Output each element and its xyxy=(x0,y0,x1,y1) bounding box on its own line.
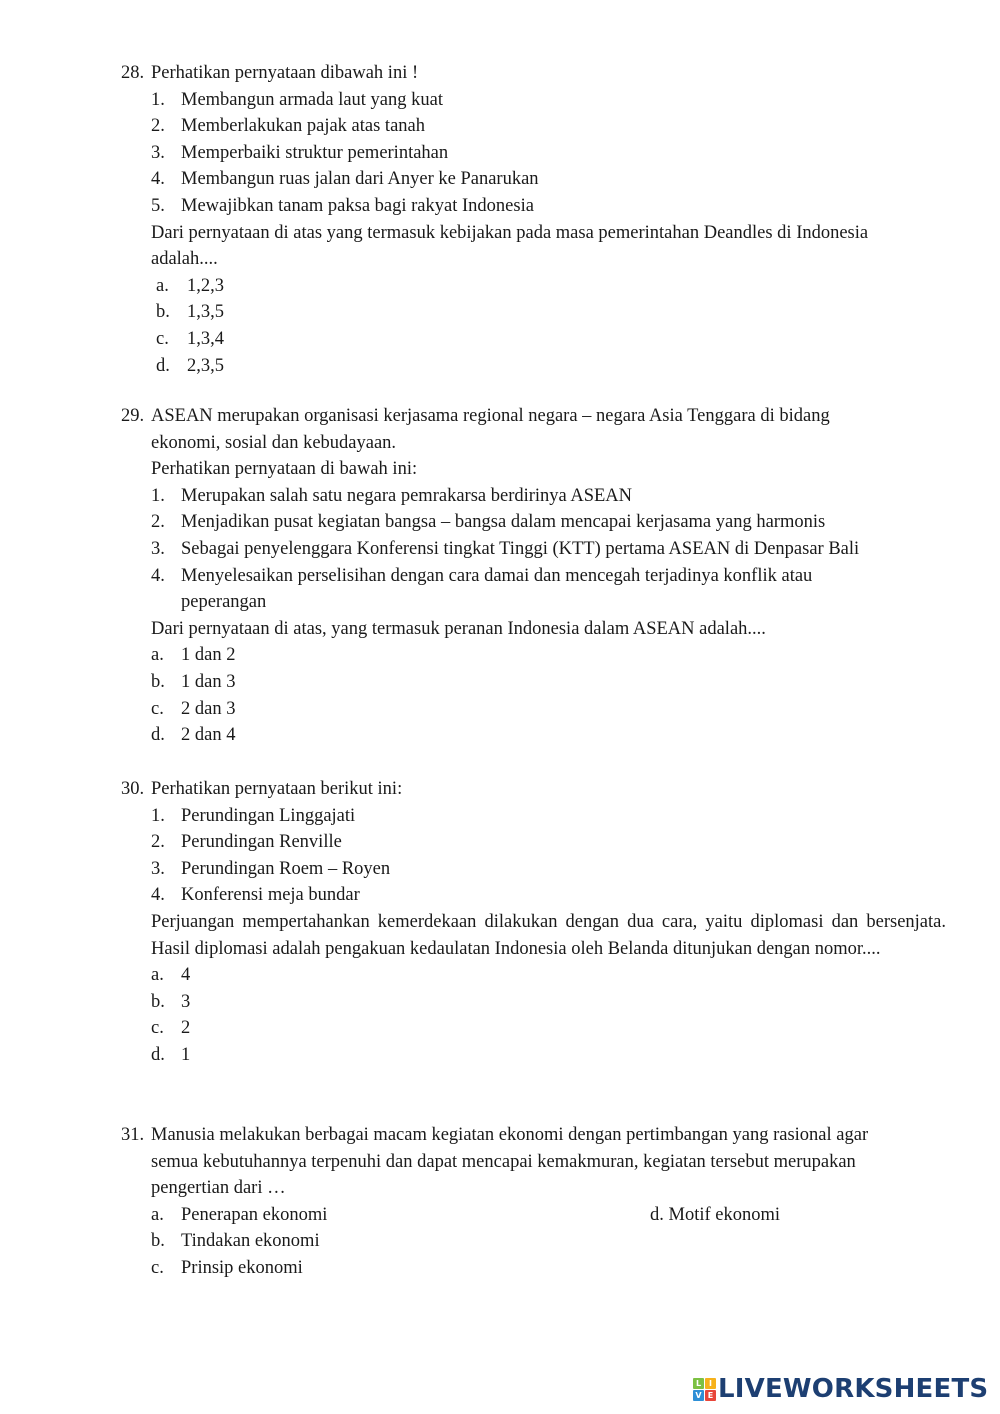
question-text-cont: semua kebutuhannya terpenuhi dan dapat mencapai kemakmuran, kegiatan tersebut merupakan xyxy=(151,1151,856,1172)
logo-tile-i: I xyxy=(705,1378,716,1389)
answer-option-b[interactable]: b. 3 xyxy=(151,991,191,1012)
statement-item: 1. Membangun armada laut yang kuat xyxy=(151,89,443,110)
statement-item: 3. Perundingan Roem – Royen xyxy=(151,858,391,879)
logo-tile-e: E xyxy=(705,1390,716,1401)
question-30 xyxy=(121,776,946,1069)
question-text-cont: pengertian dari … xyxy=(151,1178,286,1199)
answer-option-b[interactable]: b. 1,3,5 xyxy=(156,302,224,323)
question-28 xyxy=(121,60,946,379)
statement-item: 4. Konferensi meja bundar xyxy=(151,885,360,906)
question-intro: ASEAN merupakan organisasi kerjasama regional negara – negara Asia Tenggara di bidang xyxy=(151,406,830,426)
answer-option-a[interactable]: a. 1,2,3 xyxy=(156,275,224,296)
question-29 xyxy=(121,403,946,749)
answer-option-c[interactable]: c. 2 xyxy=(151,1018,191,1039)
liveworksheets-logo[interactable] xyxy=(693,1374,988,1404)
question-number: 30. xyxy=(121,779,145,799)
answer-option-c[interactable]: c. 2 dan 3 xyxy=(151,698,236,719)
question-31 xyxy=(121,1122,946,1282)
answer-option-d[interactable]: d. Motif ekonomi xyxy=(650,1204,781,1225)
answer-option-c[interactable]: c. 1,3,4 xyxy=(156,328,224,349)
logo-wordmark: LIVEWORKSHEETS xyxy=(718,1374,989,1404)
question-number: 31. xyxy=(121,1125,145,1145)
statement-item: 2. Perundingan Renville xyxy=(151,832,342,853)
logo-tiles-icon xyxy=(693,1378,716,1401)
answer-option-a[interactable]: a. 1 dan 2 xyxy=(151,645,236,666)
question-prompt: Perhatikan pernyataan dibawah ini ! xyxy=(151,63,419,83)
statement-item: 2. Memberlakukan pajak atas tanah xyxy=(151,116,425,137)
statement-item: 3. Sebagai penyelenggara Konferensi tingkat Tinggi (KTT) pertama ASEAN di Denpasar Bali xyxy=(151,538,860,559)
question-prompt: Perhatikan pernyataan di bawah ini: xyxy=(151,459,418,480)
answer-option-c[interactable]: c. Prinsip ekonomi xyxy=(151,1257,303,1278)
question-text: Manusia melakukan berbagai macam kegiatan ekonomi dengan pertimbangan yang rasional agar xyxy=(151,1125,869,1145)
answer-option-d[interactable]: d. 2 dan 4 xyxy=(151,725,236,746)
question-intro-cont: ekonomi, sosial dan kebudayaan. xyxy=(151,432,397,453)
statement-item: 3. Memperbaiki struktur pemerintahan xyxy=(151,142,449,163)
question-number: 29. xyxy=(121,406,145,426)
answer-option-d[interactable]: d. 1 xyxy=(151,1044,191,1065)
question-text: Dari pernyataan di atas, yang termasuk peranan Indonesia dalam ASEAN adalah.... xyxy=(151,618,766,639)
question-text: Perjuangan mempertahankan kemerdekaan dilakukan dengan dua cara, yaitu diplomasi dan bersenjata. Hasil diplomasi adalah pengakuan kedaulatan Indonesia oleh Belanda ditunjukan dengan nomor.... xyxy=(151,911,946,959)
question-prompt: Perhatikan pernyataan berikut ini: xyxy=(151,779,403,799)
logo-tile-l: L xyxy=(693,1378,704,1389)
answer-option-d[interactable]: d. 2,3,5 xyxy=(156,355,224,376)
logo-tile-v: V xyxy=(693,1390,704,1401)
statement-item: 1. Merupakan salah satu negara pemrakarsa berdirinya ASEAN xyxy=(151,485,633,506)
answer-option-b[interactable]: b. 1 dan 3 xyxy=(151,671,236,692)
question-text: Dari pernyataan di atas yang termasuk kebijakan pada masa pemerintahan Deandles di Indonesia xyxy=(151,222,869,243)
question-text-cont: adalah.... xyxy=(151,249,218,270)
statement-item: 2. Menjadikan pusat kegiatan bangsa – bangsa dalam mencapai kerjasama yang harmonis xyxy=(151,512,826,533)
statement-item: 5. Mewajibkan tanam paksa bagi rakyat Indonesia xyxy=(151,195,534,216)
question-number: 28. xyxy=(121,63,145,83)
answer-option-b[interactable]: b. Tindakan ekonomi xyxy=(151,1231,320,1252)
statement-item: 4. Menyelesaikan perselisihan dengan cara damai dan mencegah terjadinya konflik atau peperangan xyxy=(151,565,813,613)
answer-option-a[interactable]: a. Penerapan ekonomi d. Motif ekonomi xyxy=(121,1202,946,1229)
answer-option-a[interactable]: a. 4 xyxy=(151,965,191,986)
statement-item: 4. Membangun ruas jalan dari Anyer ke Panarukan xyxy=(151,169,539,190)
statement-item: 1. Perundingan Linggajati xyxy=(151,805,356,826)
